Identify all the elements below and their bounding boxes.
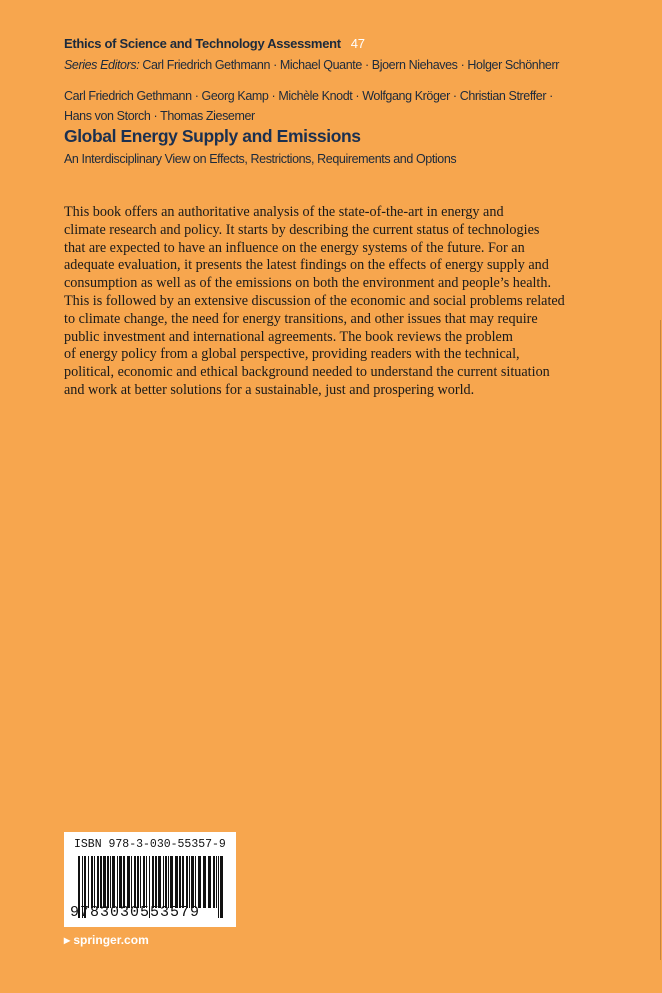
barcode-bar [152, 856, 154, 908]
barcode-bar [103, 856, 106, 908]
barcode-bar [155, 856, 157, 908]
barcode-bar [213, 856, 215, 908]
barcode-bar [110, 856, 111, 908]
barcode-bar [189, 856, 190, 908]
barcode-bar [140, 856, 141, 908]
barcode-bar [218, 856, 219, 918]
blurb-line: public investment and international agreements. The book reviews the problem [64, 328, 513, 345]
barcode-bar [208, 856, 211, 908]
barcode-bar [88, 856, 89, 908]
isbn-barcode [64, 832, 236, 927]
barcode-bar [165, 856, 167, 908]
barcode-bar [112, 856, 115, 908]
barcode-bar [107, 856, 109, 908]
blurb-line: adequate evaluation, it presents the latest findings on the effects of energy supply and [64, 257, 549, 274]
isbn-text: ISBN 978-3-030-55357-9 [74, 838, 226, 851]
blurb-line: political, economic and ethical background needed to understand the current situation [64, 364, 550, 381]
barcode-bar [146, 856, 147, 908]
book-blurb [64, 204, 624, 400]
barcode-bar [143, 856, 145, 908]
barcode-bar [137, 856, 139, 908]
blurb-line: This book offers an authoritative analysis of the state-of-the-art in energy and [64, 204, 504, 220]
barcode-bar [123, 856, 125, 908]
blurb-line: to climate change, the need for energy transitions, and other issues that may require [64, 310, 538, 327]
blurb-line: climate research and policy. It starts by describing the current status of technologies [64, 221, 540, 238]
barcode-bar [163, 856, 164, 908]
barcode-bar [216, 856, 217, 908]
blurb-line: This is followed by an extensive discussion of the economic and social problems related [64, 292, 565, 309]
blurb-line: of energy policy from a global perspective, providing readers with the technical, [64, 346, 520, 363]
barcode-bar [170, 856, 173, 908]
barcode-bar [198, 856, 201, 908]
barcode-bar [191, 856, 194, 908]
series-editors-label: Series Editors: [64, 58, 140, 72]
series-name: Ethics of Science and Technology Assessment [64, 36, 341, 51]
barcode-bar [94, 856, 95, 908]
series-editors [64, 58, 559, 72]
barcode-bar [220, 856, 223, 918]
barcode-bar [179, 856, 181, 908]
barcode-bar [158, 856, 161, 908]
publisher-link[interactable] [64, 933, 149, 947]
barcode-bar [203, 856, 206, 908]
series-number: 47 [350, 36, 365, 51]
blurb-line: consumption as well as of the emissions on both the environment and people’s health. [64, 275, 552, 292]
barcode-bar [97, 856, 99, 908]
barcode-bar [168, 856, 169, 908]
barcode-bar [127, 856, 130, 908]
barcode-bar [195, 856, 196, 908]
barcode-bar [117, 856, 118, 908]
barcode-bar [100, 856, 102, 908]
barcode-bar [91, 856, 93, 908]
barcode-bar [131, 856, 132, 908]
barcode-digits: 9783030553579 [70, 904, 201, 921]
barcode-bar [175, 856, 178, 908]
series-title [64, 36, 365, 51]
authors [64, 86, 624, 126]
publisher-link-text: springer.com [73, 933, 149, 947]
barcode-bar [134, 856, 136, 908]
barcode-bar [182, 856, 184, 908]
authors-line: Hans von Storch · Thomas Ziesemer [64, 109, 255, 123]
barcode-bar [186, 856, 188, 908]
authors-line: Carl Friedrich Gethmann · Georg Kamp · Michèle Knodt · Wolfgang Kröger · Christian Streffer · [64, 89, 553, 103]
blurb-line: that are expected to have an influence on the energy systems of the future. For an [64, 239, 525, 256]
series-editors-names: Carl Friedrich Gethmann · Michael Quante · Bjoern Niehaves · Holger Schönherr [142, 58, 559, 72]
book-title: Global Energy Supply and Emissions [64, 126, 361, 146]
blurb-line: and work at better solutions for a sustainable, just and prospering world. [64, 381, 475, 398]
book-subtitle: An Interdisciplinary View on Effects, Restrictions, Requirements and Options [64, 152, 457, 166]
cover-edge-divider [660, 320, 661, 960]
barcode-bar [119, 856, 122, 908]
arrow-right-icon: ▸ [64, 933, 71, 947]
